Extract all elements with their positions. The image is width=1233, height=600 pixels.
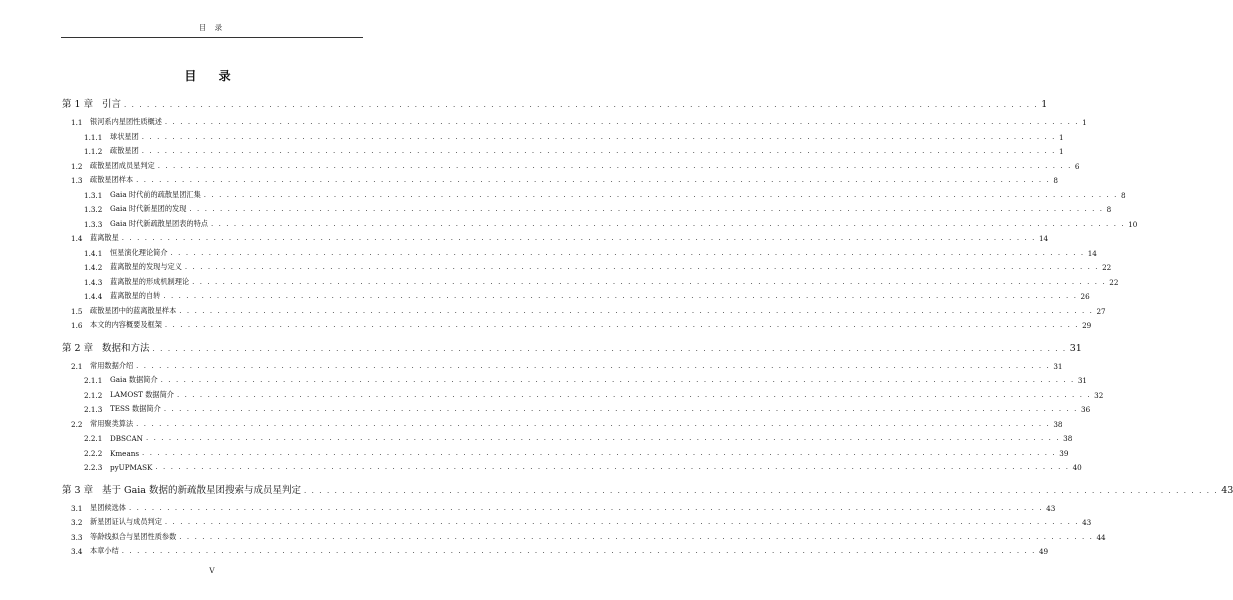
- toc-entry-title: 数据和方法: [102, 342, 150, 354]
- toc-entry-title: TESS 数据简介: [110, 404, 161, 413]
- toc-section-entry: [62, 288, 1090, 301]
- toc-section-entry: [62, 543, 1049, 556]
- toc-leader-dots: . . . . . . . . . . . . . . . . . . . . . . . . . . . . . . . . . . . . . . . . . . . . . . . . . . . . . . . . . . . . . . . . . . . . . . . . . . . . . . . . . . . . . . . . . . . . . . . . . . . . . . . . . . . . . . . . . . . . . . . .: [189, 205, 1104, 213]
- toc-entry-title: 常用聚类算法: [90, 418, 134, 428]
- toc-entry-page: 31: [1077, 376, 1088, 385]
- toc-entry-page: 8: [1053, 176, 1058, 185]
- toc-section-entry: [62, 172, 1058, 185]
- toc-entry-title: pyUPMASK: [110, 463, 153, 472]
- toc-entry-title: 疏散星团: [110, 146, 139, 155]
- toc-entry-title: Gaia 时代前的疏散星团汇集: [110, 189, 201, 199]
- toc-section-entry: [62, 372, 1088, 385]
- toc-entry-page: 27: [1096, 306, 1106, 316]
- toc-leader-dots: . . . . . . . . . . . . . . . . . . . . . . . . . . . . . . . . . . . . . . . . . . . . . . . . . . . . . . . . . . . . . . . . . . . . . . . . . . . . . . . . . . . . . . . . . . . . . . . . . . . . . . . . . . . . . . . . . . . . . . . .: [163, 292, 1078, 300]
- toc-leader-dots: . . . . . . . . . . . . . . . . . . . . . . . . . . . . . . . . . . . . . . . . . . . . . . . . . . . . . . . . . . . . . . . . . . . . . . . . . . . . . . . . . . . . . . . . . . . . . . . . . . . . . . . . . . . . . . . . . . . . . . . .: [136, 419, 1051, 428]
- toc-title: 目 录: [184, 69, 240, 83]
- toc-entry-page: 8: [1106, 205, 1112, 214]
- toc-section-entry: [62, 187, 1126, 200]
- toc-entry-number: 2.1.3: [84, 405, 103, 414]
- toc-section-entry: [62, 500, 1056, 513]
- toc-section-entry: [62, 129, 1064, 142]
- toc-entry-number: 1.5: [71, 306, 83, 316]
- toc-entry-number: 2.1.1: [84, 376, 103, 385]
- toc-section-entry: [62, 401, 1091, 414]
- toc-section-entry: [62, 514, 1092, 527]
- toc-leader-dots: . . . . . . . . . . . . . . . . . . . . . . . . . . . . . . . . . . . . . . . . . . . . . . . . . . . . . . . . . . . . . . . . . . . . . . . . . . . . . . . . . . . . . . . . . . . . . . . . . . . . . . . . . . . . . . . . . . . . . . . .: [164, 321, 1080, 329]
- toc-entry-page: 22: [1102, 263, 1112, 272]
- toc-leader-dots: . . . . . . . . . . . . . . . . . . . . . . . . . . . . . . . . . . . . . . . . . . . . . . . . . . . . . . . . . . . . . . . . . . . . . . . . . . . . . . . . . . . . . . . . . . . . . . . . . . . . . . . . . . . . . . . . . . . . . . . .: [163, 405, 1079, 413]
- toc-leader-dots: . . . . . . . . . . . . . . . . . . . . . . . . . . . . . . . . . . . . . . . . . . . . . . . . . . . . . . . . . . . . . . . . . . . . . . . . . . . . . . . . . . . . . . . . . . . . . . . . . . . . . . . . . . . . . . . . . . . . . . . .: [128, 503, 1044, 512]
- toc-leader-dots: . . . . . . . . . . . . . . . . . . . . . . . . . . . . . . . . . . . . . . . . . . . . . . . . . . . . . . . . . . . . . . . . . . . . . . . . . . . . . . . . . . . . . . . . . . . . . . . . . . . . . . . . . . . . . . . . . . . . . . . .: [184, 263, 1100, 271]
- toc-section-entry: [62, 201, 1112, 214]
- toc-leader-dots: . . . . . . . . . . . . . . . . . . . . . . . . . . . . . . . . . . . . . . . . . . . . . . . . . . . . . . . . . . . . . . . . . . . . . . . . . . . . . . . . . . . . . . . . . . . . . . . . . . . . . . . . . . . . . . . . . . . . . . . .: [304, 486, 1219, 495]
- toc-section-entry: [62, 358, 1063, 371]
- toc-leader-dots: . . . . . . . . . . . . . . . . . . . . . . . . . . . . . . . . . . . . . . . . . . . . . . . . . . . . . . . . . . . . . . . . . . . . . . . . . . . . . . . . . . . . . . . . . . . . . . . . . . . . . . . . . . . . . . . . . . . . . . . .: [210, 219, 1126, 228]
- toc-entry-page: 26: [1080, 292, 1090, 301]
- toc-entry-page: 14: [1087, 248, 1097, 258]
- toc-entry-number: 3.3: [71, 532, 83, 542]
- toc-entry-number: 2.1.2: [84, 390, 103, 400]
- toc-section-entry: [62, 416, 1063, 429]
- toc-entry-page: 39: [1059, 448, 1069, 458]
- toc-entry-number: 1.4.3: [84, 277, 103, 287]
- toc-section-entry: [62, 459, 1082, 472]
- toc-entry-page: 8: [1120, 190, 1126, 200]
- toc-leader-dots: . . . . . . . . . . . . . . . . . . . . . . . . . . . . . . . . . . . . . . . . . . . . . . . . . . . . . . . . . . . . . . . . . . . . . . . . . . . . . . . . . . . . . . . . . . . . . . . . . . . . . . . . . . . . . . . . . . . . . . . .: [121, 547, 1036, 555]
- toc-entry-title: 蓝离散星的形成机制理论: [110, 276, 190, 286]
- toc-leader-dots: . . . . . . . . . . . . . . . . . . . . . . . . . . . . . . . . . . . . . . . . . . . . . . . . . . . . . . . . . . . . . . . . . . . . . . . . . . . . . . . . . . . . . . . . . . . . . . . . . . . . . . . . . . . . . . . . . . . . . . . .: [164, 518, 1080, 526]
- toc-leader-dots: . . . . . . . . . . . . . . . . . . . . . . . . . . . . . . . . . . . . . . . . . . . . . . . . . . . . . . . . . . . . . . . . . . . . . . . . . . . . . . . . . . . . . . . . . . . . . . . . . . . . . . . . . . . . . . . . . . . . . . . .: [136, 361, 1051, 370]
- toc-entry-page: 1: [1082, 118, 1087, 127]
- toc-entry-number: 1.4: [71, 234, 83, 243]
- toc-entry-page: 43: [1046, 503, 1056, 513]
- toc-entry-number: 1.3.1: [84, 190, 103, 200]
- toc-leader-dots: . . . . . . . . . . . . . . . . . . . . . . . . . . . . . . . . . . . . . . . . . . . . . . . . . . . . . . . . . . . . . . . . . . . . . . . . . . . . . . . . . . . . . . . . . . . . . . . . . . . . . . . . . . . . . . . . . . . . . . . .: [176, 390, 1092, 399]
- toc-chapter-entry: [62, 341, 1082, 354]
- toc-entry-page: 43: [1082, 518, 1092, 527]
- toc-leader-dots: . . . . . . . . . . . . . . . . . . . . . . . . . . . . . . . . . . . . . . . . . . . . . . . . . . . . . . . . . . . . . . . . . . . . . . . . . . . . . . . . . . . . . . . . . . . . . . . . . . . . . . . . . . . . . . . . . . . . . . . .: [141, 147, 1056, 155]
- toc-entry-page: 29: [1082, 321, 1092, 330]
- toc-leader-dots: . . . . . . . . . . . . . . . . . . . . . . . . . . . . . . . . . . . . . . . . . . . . . . . . . . . . . . . . . . . . . . . . . . . . . . . . . . . . . . . . . . . . . . . . . . . . . . . . . . . . . . . . . . . . . . . . . . . . . . . .: [164, 118, 1080, 126]
- toc-entry-title: Gaia 时代新疏散星团表的特点: [110, 218, 208, 228]
- toc-section-entry: [62, 445, 1069, 458]
- toc-entry-title: 基于 Gaia 数据的新疏散星团搜索与成员星判定: [102, 484, 301, 496]
- toc-entry-page: 49: [1038, 547, 1049, 556]
- toc-entry-page: 44: [1096, 532, 1106, 542]
- toc-entry-number: 2.2.2: [84, 448, 103, 458]
- toc-entry-number: 第 1 章: [62, 99, 94, 110]
- toc-leader-dots: . . . . . . . . . . . . . . . . . . . . . . . . . . . . . . . . . . . . . . . . . . . . . . . . . . . . . . . . . . . . . . . . . . . . . . . . . . . . . . . . . . . . . . . . . . . . . . . . . . . . . . . . . . . . . . . . . . . . . . . .: [192, 277, 1107, 286]
- toc-leader-dots: . . . . . . . . . . . . . . . . . . . . . . . . . . . . . . . . . . . . . . . . . . . . . . . . . . . . . . . . . . . . . . . . . . . . . . . . . . . . . . . . . . . . . . . . . . . . . . . . . . . . . . . . . . . . . . . . . . . . . . . .: [142, 448, 1057, 457]
- toc-entry-number: 1.4.4: [84, 292, 103, 301]
- toc-section-entry: [62, 529, 1106, 542]
- toc-entry-title: 本章小结: [90, 546, 119, 555]
- toc-entry-page: 10: [1128, 219, 1138, 229]
- toc-leader-dots: . . . . . . . . . . . . . . . . . . . . . . . . . . . . . . . . . . . . . . . . . . . . . . . . . . . . . . . . . . . . . . . . . . . . . . . . . . . . . . . . . . . . . . . . . . . . . . . . . . . . . . . . . . . . . . . . . . . . . . . .: [152, 344, 1067, 353]
- toc-entry-number: 第 3 章: [62, 484, 94, 496]
- toc-entry-page: 1: [1058, 132, 1064, 142]
- toc-entry-title: Gaia 时代新星团的发现: [110, 204, 187, 213]
- toc-entry-page: 31: [1069, 342, 1082, 354]
- toc-leader-dots: . . . . . . . . . . . . . . . . . . . . . . . . . . . . . . . . . . . . . . . . . . . . . . . . . . . . . . . . . . . . . . . . . . . . . . . . . . . . . . . . . . . . . . . . . . . . . . . . . . . . . . . . . . . . . . . . . . . . . . . .: [124, 101, 1039, 109]
- page-number: V: [209, 566, 215, 575]
- toc-section-entry: [62, 387, 1104, 400]
- toc-entry-title: 球状星团: [110, 131, 139, 141]
- toc-entry-page: 36: [1081, 405, 1091, 414]
- toc-entry-title: 本文的内容概要及框架: [90, 320, 162, 329]
- toc-entry-title: 恒星演化理论简介: [110, 247, 168, 257]
- toc-entry-number: 3.1: [71, 503, 83, 513]
- toc-entry-number: 1.4.1: [84, 248, 103, 258]
- toc-section-entry: [62, 245, 1097, 258]
- toc-entry-page: 31: [1053, 361, 1063, 371]
- toc-entry-page: 1: [1041, 99, 1048, 110]
- toc-entry-number: 2.2.3: [84, 463, 103, 472]
- toc-entry-page: 22: [1109, 277, 1119, 287]
- toc-entry-title: 疏散星团成员星判定: [90, 160, 155, 170]
- toc-entry-page: 38: [1053, 419, 1063, 429]
- toc-entry-page: 38: [1063, 434, 1073, 443]
- toc-entry-page: 32: [1094, 390, 1104, 400]
- toc-entry-title: Gaia 数据简介: [110, 375, 158, 384]
- toc-entry-title: 蓝离散星的发现与定义: [110, 262, 182, 271]
- toc-entry-number: 3.4: [71, 547, 83, 556]
- toc-section-entry: [62, 274, 1119, 287]
- toc-leader-dots: . . . . . . . . . . . . . . . . . . . . . . . . . . . . . . . . . . . . . . . . . . . . . . . . . . . . . . . . . . . . . . . . . . . . . . . . . . . . . . . . . . . . . . . . . . . . . . . . . . . . . . . . . . . . . . . . . . . . . . . .: [157, 161, 1072, 170]
- toc-entry-page: 6: [1074, 161, 1080, 171]
- toc-entry-page: 40: [1072, 463, 1082, 472]
- toc-entry-number: 第 2 章: [62, 342, 94, 354]
- toc-leader-dots: . . . . . . . . . . . . . . . . . . . . . . . . . . . . . . . . . . . . . . . . . . . . . . . . . . . . . . . . . . . . . . . . . . . . . . . . . . . . . . . . . . . . . . . . . . . . . . . . . . . . . . . . . . . . . . . . . . . . . . . .: [203, 190, 1118, 199]
- toc-chapter-entry: [62, 483, 1233, 496]
- toc-section-entry: [62, 430, 1073, 443]
- toc-leader-dots: . . . . . . . . . . . . . . . . . . . . . . . . . . . . . . . . . . . . . . . . . . . . . . . . . . . . . . . . . . . . . . . . . . . . . . . . . . . . . . . . . . . . . . . . . . . . . . . . . . . . . . . . . . . . . . . . . . . . . . . .: [170, 248, 1085, 257]
- toc-entry-title: 蓝离散星: [90, 233, 119, 242]
- toc-entry-title: 星团候选体: [90, 502, 126, 512]
- toc-entry-title: 引言: [102, 99, 122, 110]
- toc-entry-number: 1.1: [71, 118, 83, 127]
- toc-leader-dots: . . . . . . . . . . . . . . . . . . . . . . . . . . . . . . . . . . . . . . . . . . . . . . . . . . . . . . . . . . . . . . . . . . . . . . . . . . . . . . . . . . . . . . . . . . . . . . . . . . . . . . . . . . . . . . . . . . . . . . . .: [145, 434, 1061, 442]
- toc-entry-title: 常用数据介绍: [90, 360, 134, 370]
- toc-entry-title: 疏散星团样本: [90, 175, 134, 184]
- running-head: 目 录: [198, 23, 226, 32]
- toc-entry-title: 新星团证认与成员判定: [90, 517, 162, 526]
- toc-entry-number: 2.2.1: [84, 434, 103, 443]
- toc-entry-number: 1.6: [71, 321, 83, 330]
- toc-entry-number: 1.3.2: [84, 205, 103, 214]
- toc-entry-number: 3.2: [71, 518, 83, 527]
- toc-section-entry: [62, 216, 1138, 229]
- toc-section-entry: [62, 303, 1106, 316]
- toc-leader-dots: . . . . . . . . . . . . . . . . . . . . . . . . . . . . . . . . . . . . . . . . . . . . . . . . . . . . . . . . . . . . . . . . . . . . . . . . . . . . . . . . . . . . . . . . . . . . . . . . . . . . . . . . . . . . . . . . . . . . . . . .: [155, 463, 1070, 471]
- toc-entry-number: 1.2: [71, 161, 83, 171]
- toc-leader-dots: . . . . . . . . . . . . . . . . . . . . . . . . . . . . . . . . . . . . . . . . . . . . . . . . . . . . . . . . . . . . . . . . . . . . . . . . . . . . . . . . . . . . . . . . . . . . . . . . . . . . . . . . . . . . . . . . . . . . . . . .: [179, 532, 1094, 541]
- toc-section-entry: [62, 317, 1092, 330]
- toc-section-entry: [62, 158, 1080, 171]
- toc-entry-title: Kmeans: [110, 448, 140, 458]
- toc-leader-dots: . . . . . . . . . . . . . . . . . . . . . . . . . . . . . . . . . . . . . . . . . . . . . . . . . . . . . . . . . . . . . . . . . . . . . . . . . . . . . . . . . . . . . . . . . . . . . . . . . . . . . . . . . . . . . . . . . . . . . . . .: [136, 176, 1051, 184]
- toc-entry-title: LAMOST 数据简介: [110, 389, 174, 399]
- toc-entry-page: 43: [1221, 484, 1233, 496]
- toc-chapter-entry: [62, 97, 1048, 110]
- toc-entry-number: 1.3.3: [84, 219, 103, 229]
- toc-entry-number: 2.2: [71, 419, 83, 429]
- toc-leader-dots: . . . . . . . . . . . . . . . . . . . . . . . . . . . . . . . . . . . . . . . . . . . . . . . . . . . . . . . . . . . . . . . . . . . . . . . . . . . . . . . . . . . . . . . . . . . . . . . . . . . . . . . . . . . . . . . . . . . . . . . .: [160, 376, 1075, 384]
- toc-entry-title: 等龄线拟合与星团性质参数: [90, 531, 177, 541]
- toc-entry-number: 1.4.2: [84, 263, 103, 272]
- toc-section-entry: [62, 114, 1087, 127]
- toc-entry-number: 1.1.1: [84, 132, 103, 142]
- toc-leader-dots: . . . . . . . . . . . . . . . . . . . . . . . . . . . . . . . . . . . . . . . . . . . . . . . . . . . . . . . . . . . . . . . . . . . . . . . . . . . . . . . . . . . . . . . . . . . . . . . . . . . . . . . . . . . . . . . . . . . . . . . .: [121, 234, 1036, 242]
- toc-entry-number: 1.1.2: [84, 147, 103, 156]
- toc-entry-page: 14: [1038, 234, 1049, 243]
- toc-entry-title: 银河系内星团性质概述: [90, 117, 162, 126]
- toc-section-entry: [62, 230, 1049, 243]
- toc-leader-dots: . . . . . . . . . . . . . . . . . . . . . . . . . . . . . . . . . . . . . . . . . . . . . . . . . . . . . . . . . . . . . . . . . . . . . . . . . . . . . . . . . . . . . . . . . . . . . . . . . . . . . . . . . . . . . . . . . . . . . . . .: [141, 132, 1056, 141]
- toc-entry-title: 蓝离散星的自转: [110, 291, 161, 300]
- toc-leader-dots: . . . . . . . . . . . . . . . . . . . . . . . . . . . . . . . . . . . . . . . . . . . . . . . . . . . . . . . . . . . . . . . . . . . . . . . . . . . . . . . . . . . . . . . . . . . . . . . . . . . . . . . . . . . . . . . . . . . . . . . .: [179, 306, 1094, 315]
- toc-section-entry: [62, 143, 1064, 156]
- toc-entry-number: 1.3: [71, 176, 83, 185]
- header-rule: [61, 37, 363, 38]
- toc-entry-page: 1: [1058, 147, 1064, 156]
- toc-entry-title: 疏散星团中的蓝离散星样本: [90, 305, 177, 315]
- toc-entry-number: 2.1: [71, 361, 83, 371]
- toc-section-entry: [62, 259, 1112, 272]
- toc-entry-title: DBSCAN: [110, 434, 143, 443]
